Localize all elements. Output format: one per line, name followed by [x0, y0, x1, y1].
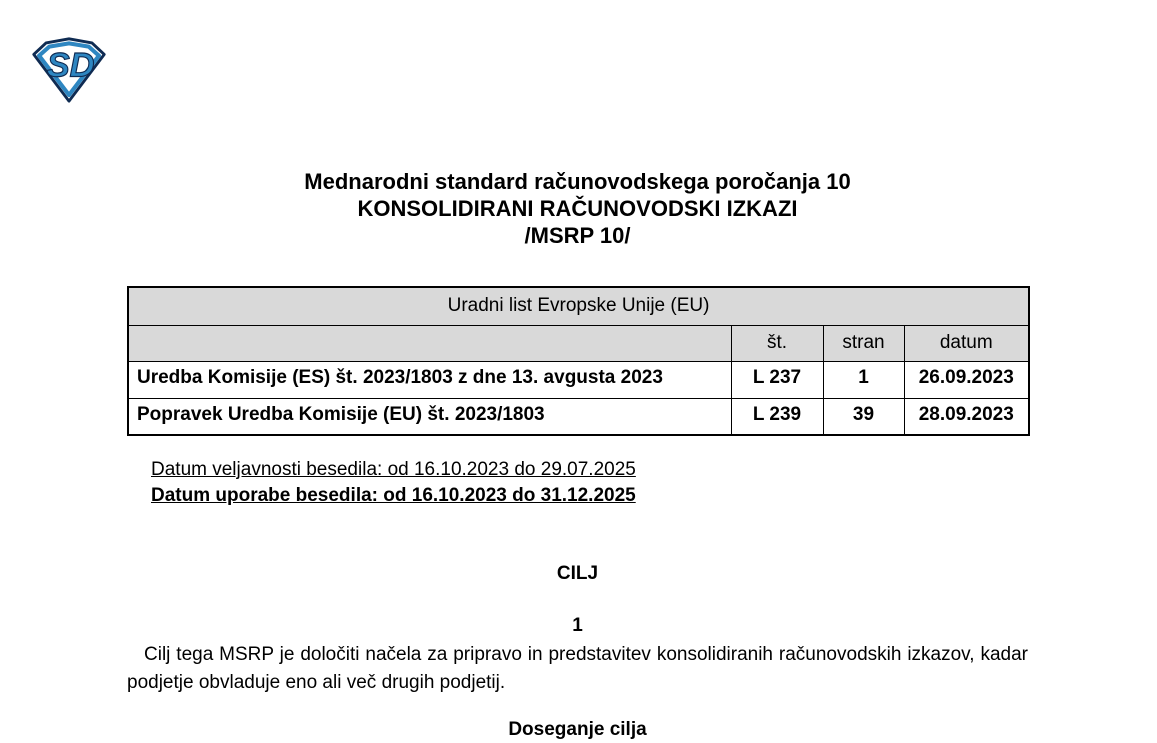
cell-st: L 237	[731, 361, 823, 398]
table-caption: Uradni list Evropske Unije (EU)	[128, 287, 1029, 325]
cell-st: L 239	[731, 398, 823, 435]
validity-date-line: Datum veljavnosti besedila: od 16.10.2023 do 29.07.2025	[151, 459, 636, 480]
official-journal-table	[127, 286, 1030, 436]
cell-datum: 28.09.2023	[904, 398, 1029, 435]
sd-logo	[28, 36, 110, 104]
column-header-datum: datum	[904, 325, 1029, 361]
table-caption-row	[128, 287, 1029, 325]
table-row	[128, 398, 1029, 435]
cell-regulation-title: Popravek Uredba Komisije (EU) št. 2023/1803	[128, 398, 731, 435]
document-title	[127, 0, 1028, 249]
validity-block	[151, 457, 1028, 509]
cell-datum: 26.09.2023	[904, 361, 1029, 398]
document-page	[127, 0, 1028, 741]
table-header-row	[128, 325, 1029, 361]
cell-stran: 1	[823, 361, 904, 398]
sd-logo-text: SD	[46, 46, 95, 85]
sd-logo-icon	[28, 36, 110, 104]
application-date-line: Datum uporabe besedila: od 16.10.2023 do 31.12.2025	[151, 485, 636, 506]
document-title-line-2: KONSOLIDIRANI RAČUNOVODSKI IZKAZI	[357, 196, 798, 221]
table-row	[128, 361, 1029, 398]
column-header-stran: stran	[823, 325, 904, 361]
document-title-line-3: /MSRP 10/	[524, 223, 631, 248]
column-header-empty	[128, 325, 731, 361]
document-title-line-1: Mednarodni standard računovodskega poročanja 10	[304, 169, 851, 194]
cell-stran: 39	[823, 398, 904, 435]
cell-regulation-title: Uredba Komisije (ES) št. 2023/1803 z dne 13. avgusta 2023	[128, 361, 731, 398]
paragraph-number: 1	[572, 615, 583, 636]
objective-paragraph: Cilj tega MSRP je določiti načela za pripravo in predstavitev konsolidiranih računovodskih izkazov, kadar podjetje obvladuje eno ali več drugih podjetij.	[127, 644, 1028, 693]
subsection-heading-doseganje-cilja: Doseganje cilja	[508, 719, 647, 740]
column-header-st: št.	[731, 325, 823, 361]
section-heading-cilj: CILJ	[556, 563, 599, 584]
